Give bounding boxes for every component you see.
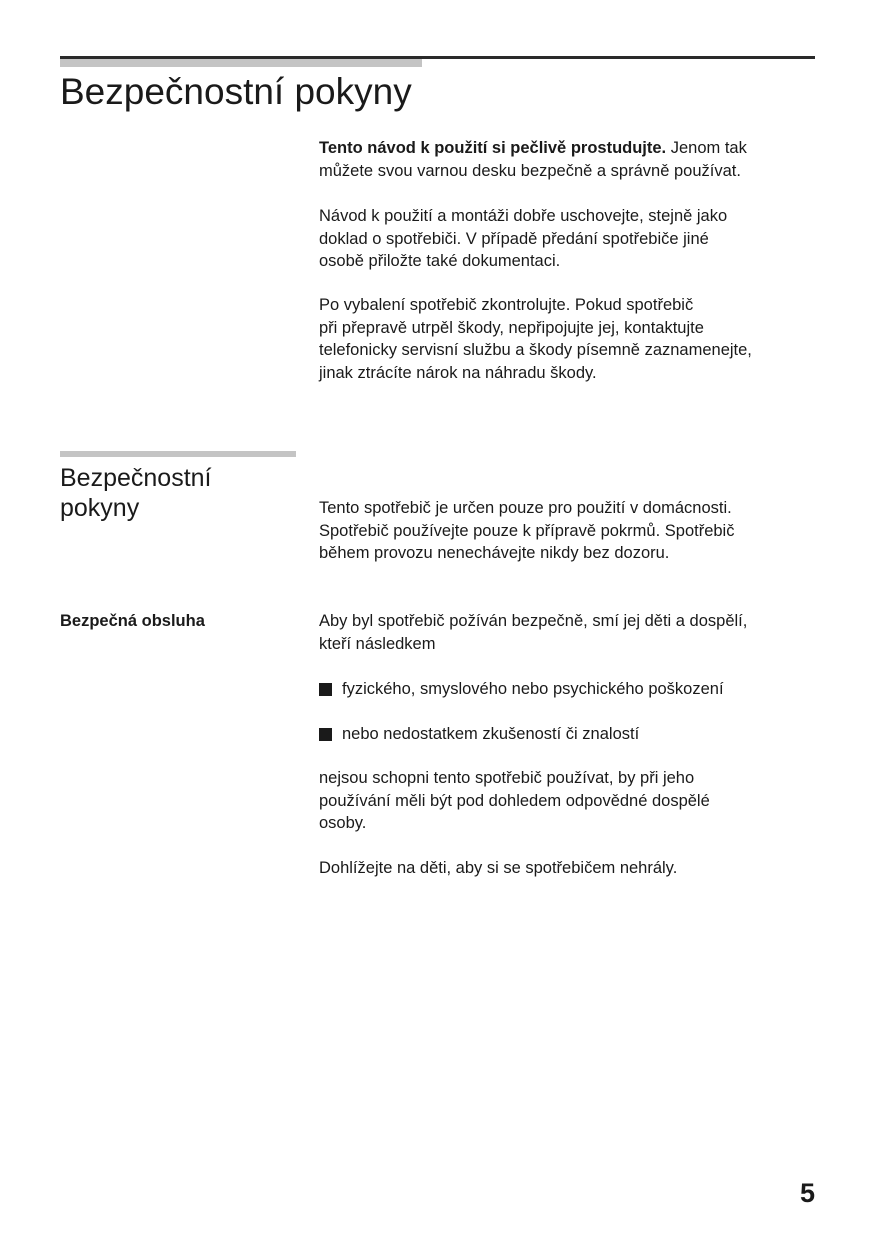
safe-operation-paragraph-2 <box>319 767 819 835</box>
intro-bold-lead: Tento návod k použití si pečlivě prostudujte. <box>319 139 667 157</box>
intro-paragraph-3 <box>319 294 819 384</box>
intro-paragraph-1 <box>319 137 819 182</box>
text-line: Aby byl spotřebič požíván bezpečně, smí jej děti a dospělí, <box>319 612 748 630</box>
text-line: osoby. <box>319 814 367 833</box>
text-line: nejsou schopni tento spotřebič používat, by při jeho <box>319 769 695 787</box>
text-line: kteří následkem <box>319 634 436 653</box>
page-title: Bezpečnostní pokyny <box>60 71 412 112</box>
text-line: používání měli být pod dohledem odpovědné dospělé <box>319 791 710 810</box>
text-line: Spotřebič používejte pouze k přípravě pokrmů. Spotřebič <box>319 521 735 540</box>
section-title-line: pokyny <box>60 494 140 522</box>
square-bullet-icon <box>319 728 332 741</box>
section-paragraph-1 <box>319 497 819 565</box>
intro-paragraph-2 <box>319 205 819 273</box>
text-line: při přepravě utrpěl škody, nepřipojujte jej, kontaktujte <box>319 318 704 337</box>
square-bullet-icon <box>319 683 332 696</box>
section-rule <box>60 451 296 457</box>
list-item <box>319 678 724 700</box>
list-item <box>319 723 639 745</box>
text-line: Návod k použití a montáži dobře uschovejte, stejně jako <box>319 207 728 225</box>
text-line: Po vybalení spotřebič zkontrolujte. Pokud spotřebič <box>319 296 694 314</box>
list-item-text: fyzického, smyslového nebo psychického poškození <box>342 680 724 698</box>
header-rule-black <box>60 56 815 59</box>
text-line: Tento spotřebič je určen pouze pro použití v domácnosti. <box>319 499 732 517</box>
safe-operation-paragraph-1 <box>319 610 819 655</box>
header-rule-gray <box>60 59 422 67</box>
safe-operation-paragraph-3: Dohlížejte na děti, aby si se spotřebičem nehrály. <box>319 859 678 877</box>
intro-line2: můžete svou varnou desku bezpečně a správně používat. <box>319 161 741 180</box>
section-title-line: Bezpečnostní <box>60 464 212 492</box>
text-line: jinak ztrácíte nárok na náhradu škody. <box>319 363 597 382</box>
text-line: doklad o spotřebiči. V případě předání spotřebiče jiné <box>319 229 709 248</box>
intro-line1-rest: Jenom tak <box>666 139 747 157</box>
section-title <box>60 463 300 523</box>
text-line: osobě přiložte také dokumentaci. <box>319 252 561 271</box>
text-line: telefonicky servisní službu a škody písemně zaznamenejte, <box>319 341 752 360</box>
list-item-text: nebo nedostatkem zkušeností či znalostí <box>342 725 640 743</box>
text-line: během provozu nenechávejte nikdy bez dozoru. <box>319 544 670 563</box>
safe-operation-label: Bezpečná obsluha <box>60 612 205 630</box>
page-number: 5 <box>799 1178 815 1208</box>
